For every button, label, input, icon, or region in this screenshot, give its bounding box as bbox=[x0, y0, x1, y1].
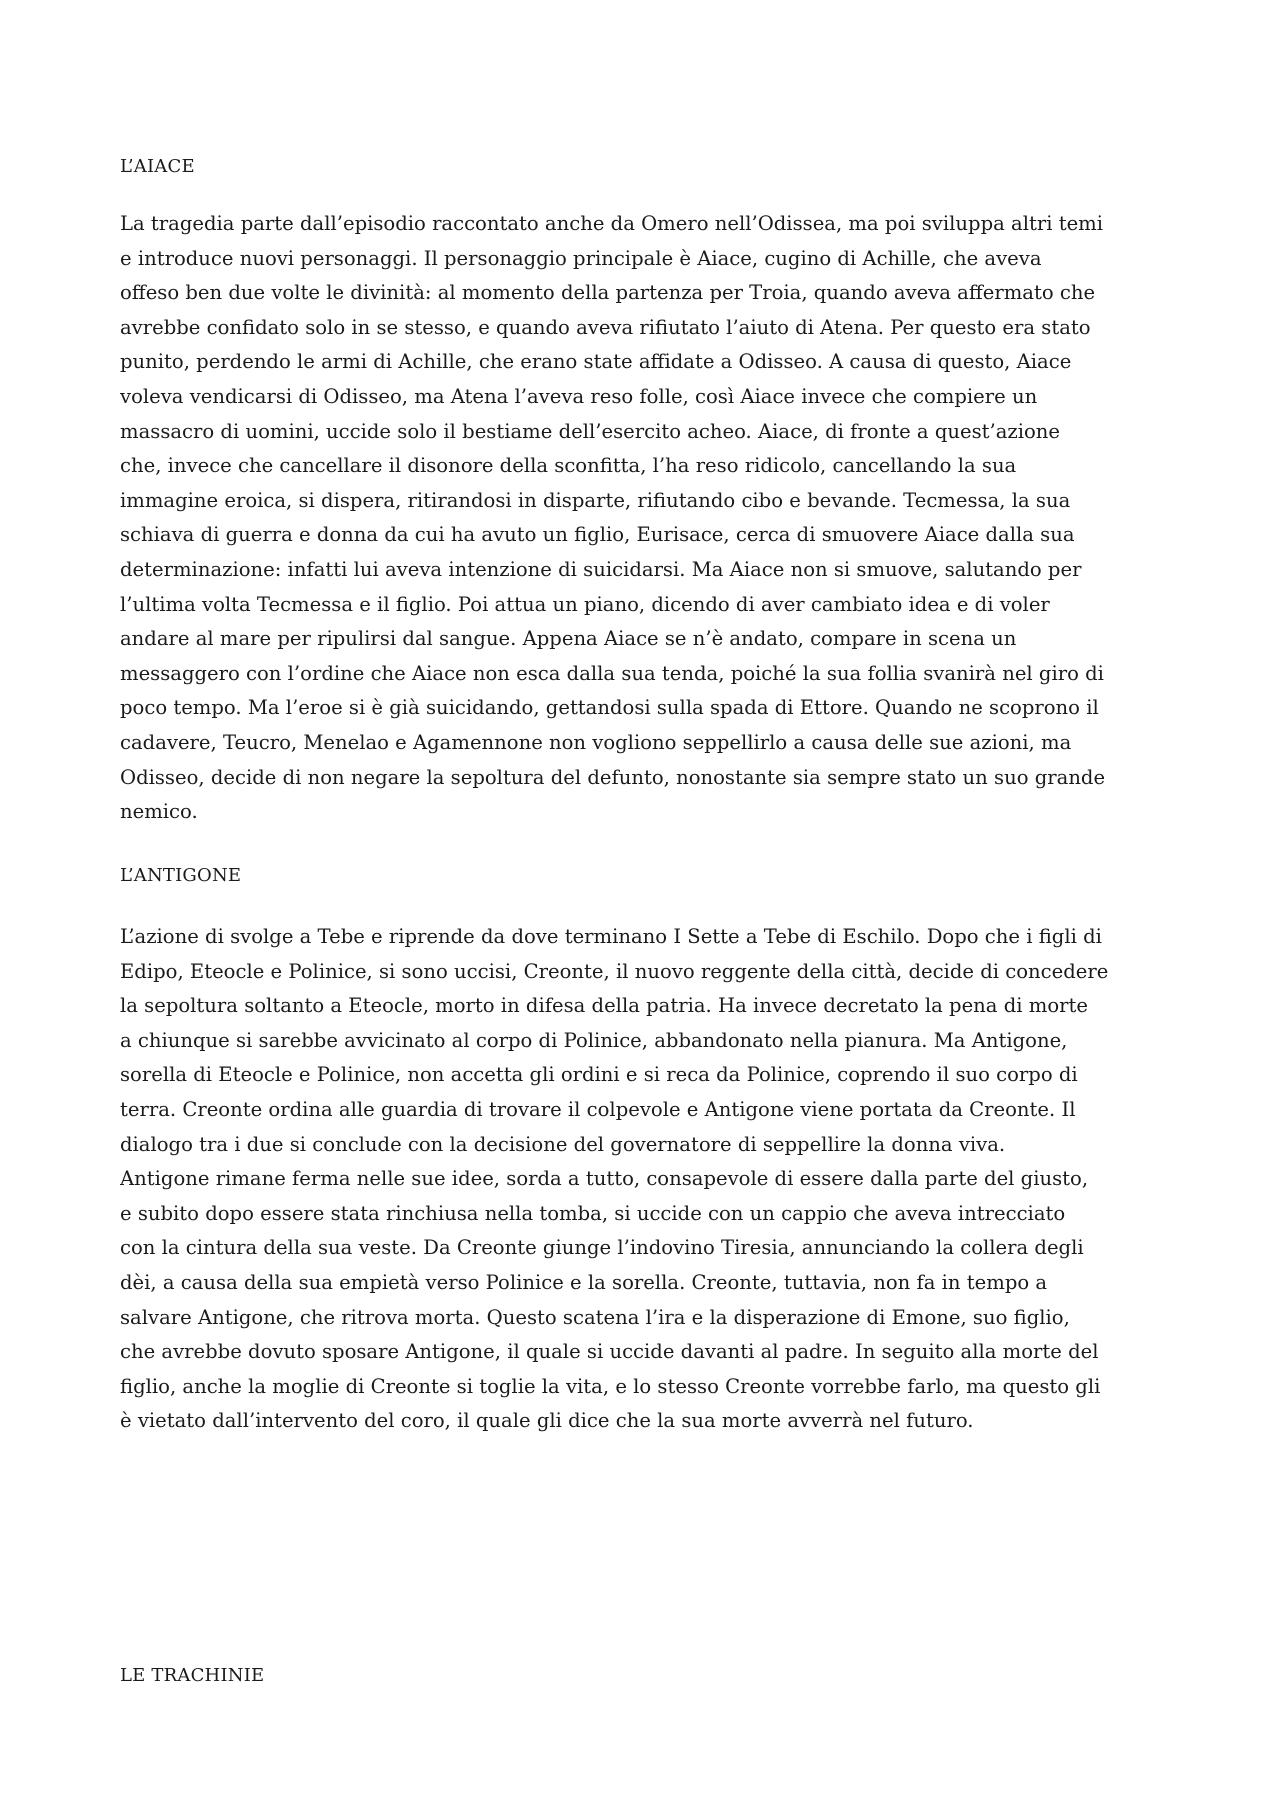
paragraph-line: Odisseo, decide di non negare la sepoltura del defunto, nonostante sia sempre stato un suo grande bbox=[120, 765, 1106, 789]
paragraph-line: voleva vendicarsi di Odisseo, ma Atena l’aveva reso folle, così Aiace invece che compiere un bbox=[120, 384, 1038, 408]
paragraph-line: Edipo, Eteocle e Polinice, si sono uccisi, Creonte, il nuovo reggente della città, decide di concedere bbox=[120, 959, 1109, 983]
paragraph-line: Antigone rimane ferma nelle sue idee, sorda a tutto, consapevole di essere dalla parte del giusto, bbox=[120, 1167, 1089, 1191]
paragraph-line: dèi, a causa della sua empietà verso Polinice e la sorella. Creonte, tuttavia, non fa in tempo a bbox=[120, 1270, 1048, 1294]
section-paragraph-aiace bbox=[120, 207, 1162, 830]
paragraph-line: poco tempo. Ma l’eroe si è già suicidando, gettandosi sulla spada di Ettore. Quando ne scoprono il bbox=[120, 696, 1099, 720]
paragraph-line: che avrebbe dovuto sposare Antigone, il quale si uccide davanti al padre. In seguito alla morte del bbox=[120, 1340, 1099, 1364]
paragraph-line: a chiunque si sarebbe avvicinato al corpo di Polinice, abbandonato nella pianura. Ma Antigone, bbox=[120, 1028, 1068, 1052]
paragraph-line: e introduce nuovi personaggi. Il personaggio principale è Aiace, cugino di Achille, che aveva bbox=[120, 246, 1042, 270]
paragraph-line: nemico. bbox=[120, 800, 198, 824]
paragraph-line: avrebbe confidato solo in se stesso, e quando aveva rifiutato l’aiuto di Atena. Per questo era stato bbox=[120, 315, 1091, 339]
paragraph-line: dialogo tra i due si conclude con la decisione del governatore di seppellire la donna viva. bbox=[120, 1132, 1006, 1156]
paragraph-line: L’azione di svolge a Tebe e riprende da dove terminano I Sette a Tebe di Eschilo. Dopo che i figli di bbox=[120, 925, 1102, 948]
paragraph-line: è vietato dall’intervento del coro, il quale gli dice che la sua morte avverrà nel futuro. bbox=[120, 1409, 974, 1433]
paragraph-line: figlio, anche la moglie di Creonte si toglie la vita, e lo stesso Creonte vorrebbe farlo, ma questo gli bbox=[120, 1374, 1101, 1398]
paragraph-line: salvare Antigone, che ritrova morta. Questo scatena l’ira e la disperazione di Emone, suo figlio, bbox=[120, 1305, 1070, 1329]
paragraph-line: massacro di uomini, uccide solo il bestiame dell’esercito acheo. Aiace, di fronte a quest’azione bbox=[120, 419, 1061, 443]
paragraph-line: schiava di guerra e donna da cui ha avuto un figlio, Eurisace, cerca di smuovere Aiace dalla sua bbox=[120, 523, 1075, 547]
paragraph-line: offeso ben due volte le divinità: al momento della partenza per Troia, quando aveva affermato che bbox=[120, 281, 1096, 305]
paragraph-line: cadavere, Teucro, Menelao e Agamennone non vogliono seppellirlo a causa delle sue azioni, ma bbox=[120, 730, 1072, 754]
paragraph-line: e subito dopo essere stata rinchiusa nella tomba, si uccide con un cappio che aveva intrecciato bbox=[120, 1201, 1066, 1225]
section-paragraph-antigone bbox=[120, 920, 1162, 1439]
section-heading-antigone: L’ANTIGONE bbox=[120, 865, 242, 886]
paragraph-line: che, invece che cancellare il disonore della sconfitta, l’ha reso ridicolo, cancellando la sua bbox=[120, 454, 1017, 478]
paragraph-line: andare al mare per ripulirsi dal sangue. Appena Aiace se n’è andato, compare in scena un bbox=[120, 627, 1017, 651]
paragraph-line: l’ultima volta Tecmessa e il figlio. Poi attua un piano, dicendo di aver cambiato idea e di voler bbox=[120, 592, 1050, 616]
paragraph-line: punito, perdendo le armi di Achille, che erano state affidate a Odisseo. A causa di questo, Aiace bbox=[120, 350, 1072, 374]
section-heading-aiace: L’AIACE bbox=[120, 156, 195, 177]
paragraph-line: sorella di Eteocle e Polinice, non accetta gli ordini e si reca da Polinice, coprendo il suo corpo di bbox=[120, 1063, 1078, 1087]
paragraph-line: con la cintura della sua veste. Da Creonte giunge l’indovino Tiresia, annunciando la collera degli bbox=[120, 1236, 1084, 1260]
paragraph-line: la sepoltura soltanto a Eteocle, morto in difesa della patria. Ha invece decretato la pena di morte bbox=[120, 994, 1088, 1018]
paragraph-line: terra. Creonte ordina alle guardia di trovare il colpevole e Antigone viene portata da Creonte. Il bbox=[120, 1097, 1076, 1121]
paragraph-line: messaggero con l’ordine che Aiace non esca dalla sua tenda, poiché la sua follia svanirà nel giro di bbox=[120, 661, 1104, 685]
paragraph-line: immagine eroica, si dispera, ritirandosi in disparte, rifiutando cibo e bevande. Tecmessa, la sua bbox=[120, 488, 1071, 512]
section-heading-trachinie: LE TRACHINIE bbox=[120, 1665, 265, 1686]
paragraph-line: La tragedia parte dall’episodio raccontato anche da Omero nell’Odissea, ma poi sviluppa altri temi bbox=[120, 212, 1104, 235]
paragraph-line: determinazione: infatti lui aveva intenzione di suicidarsi. Ma Aiace non si smuove, salutando per bbox=[120, 557, 1082, 581]
